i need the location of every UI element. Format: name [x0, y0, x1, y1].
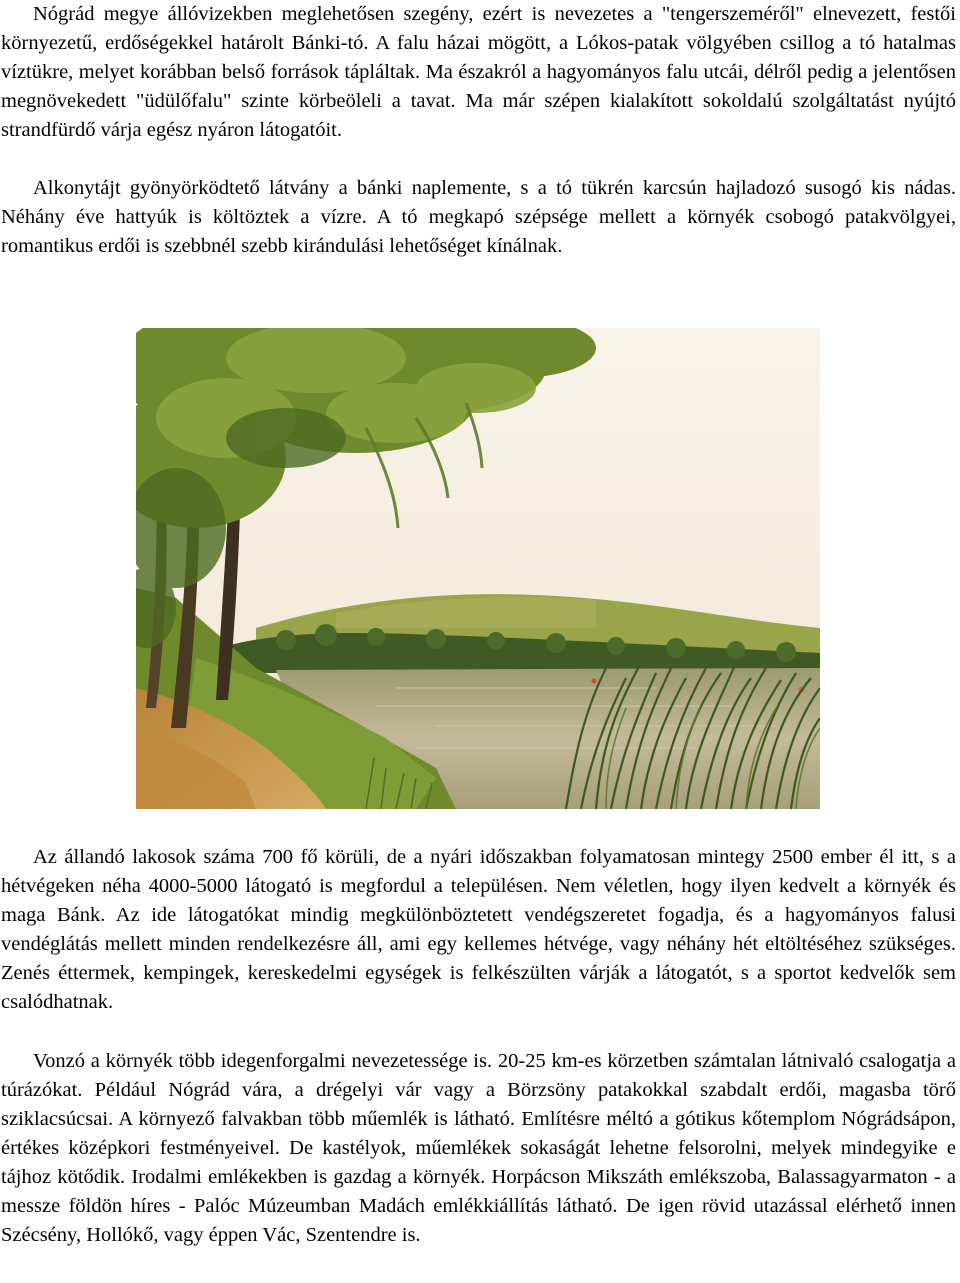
lake-landscape-icon: [136, 328, 820, 809]
attractions-paragraph: Vonzó a környék több idegenforgalmi nevezetessége is. 20-25 km-es körzetben számtalan látnivaló csalogatja a túrázókat. Például Nógrád vára, a drégelyi vár vagy a Börzsöny patakokkal szabdalt erdői, magasba törő sziklacsúcsai. A környező falvakban több műemlék is látható. Említésre méltó a gótikus kőtemplom Nógrádsápon, értékes középkori festményeivel. De kastélyok, műemlékek sokaságát lehetne felsorolni, melyek mindegyike e tájhoz kötődik. Irodalmi emlékekben is gazdag a környék. Horpácson Mikszáth emlékszoba, Balassagyarmaton - a messze földön híres - Palóc Múzeumban Madách emlékkiállítás látható. De igen rövid utazással elérhető innen Szécsény, Hollókő, vagy éppen Vác, Szentendre is.: [1, 1050, 956, 1246]
lake-photo: [136, 328, 820, 809]
intro-paragraph: Nógrád megye állóvizekben meglehetősen szegény, ezért is nevezetes a "tengerszeméről" elnevezett, festői környezetű, erdőségekkel határolt Bánki-tó. A falu házai mögött, a Lókos-patak völgyében csillog a tó hatalmas víztükre, melyet korábban belső források tápláltak. Ma északról a hagyományos falu utcái, délről pedig a jelentősen megnövekedett "üdülőfalu" szinte körbeöleli a tavat. Ma már szépen kialakított sokoldalú szolgáltatást nyújtó strandfürdő várja egész nyáron látogatóit.: [1, 3, 956, 141]
sunset-paragraph: Alkonytájt gyönyörködtető látvány a bánki naplemente, s a tó tükrén karcsún hajladozó susogó kis nádas. Néhány éve hattyúk is költöztek a vízre. A tó megkapó szépsége mellett a környék csobogó patakvölgyei, romantikus erdői is szebbnél szebb kirándulási lehetőséget kínálnak.: [1, 177, 956, 257]
population-paragraph: Az állandó lakosok száma 700 fő körüli, de a nyári időszakban folyamatosan mintegy 2500 ember él itt, s a hétvégeken néha 4000-5000 látogató is megfordul a településen. Nem véletlen, hogy ilyen kedvelt a környék és maga Bánk. Az ide látogatókat mindig megkülönböztetett vendégszeretet fogadja, és a hagyományos falusi vendéglátás mellett minden rendelkezésre áll, ami egy kellemes hétvége, vagy néhány hét eltöltéséhez szükséges. Zenés éttermek, kempingek, kereskedelmi egységek is felkészülten várják a látogatót, s a sportot kedvelők sem csalódhatnak.: [1, 846, 956, 1013]
